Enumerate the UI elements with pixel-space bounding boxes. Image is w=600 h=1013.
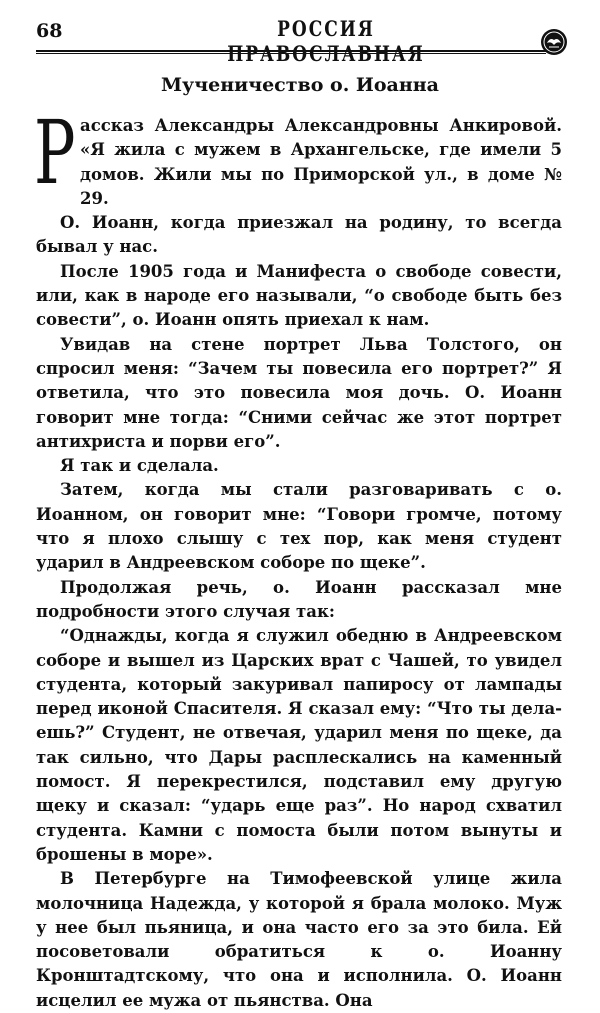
page-header	[36, 14, 566, 67]
body-text	[34, 101, 562, 1013]
paragraph-text: ассказ Александры Александровны Анкировой. «Я жила с мужем в Архангельске, где имели 5 домов. Жили мы по Приморской ул., в доме № 29.	[80, 116, 562, 208]
chapter-title: Мученичество о. Иоанна	[161, 74, 439, 96]
header-rule	[36, 50, 546, 54]
paragraph: Продолжая речь, о. Иоанн рассказал мне подробности этого случая так:	[36, 577, 562, 621]
paragraph	[34, 101, 562, 211]
paragraph: Затем, когда мы стали разговаривать с о. Иоанном, он говорит мне: “Говори громче, потому что я плохо слышу с тех пор, как меня студент ударил в Андреевском соборе по щеке”.	[36, 480, 562, 573]
ornamental-seal-icon	[540, 28, 568, 56]
paragraph: Я так и сделала.	[60, 456, 219, 476]
drop-cap: Р	[34, 101, 76, 204]
paragraph: Увидав на стене портрет Льва Толстого, он спросил меня: “Зачем ты повесила его портрет?” Я ответила, что это повесила моя дочь. О. Иоанн говорит мне тогда: “Сними сейчас же этот портрет антихриста и порви его”.	[36, 334, 562, 451]
paragraph: “Однажды, когда я служил обедню в Андреевском соборе и вышел из Царских врат с Чашей, то увидел студента, который закуривал папиросу от лампады перед иконой Спасителя. Я сказал ему: “Что ты делаешь?” Студент, не отвечая, ударил меня по щеке, да так сильно, что Дары расплескались на каменный помост. Я перекрестился, подставил ему другую щеку и сказал: “ударь еще раз”. Но народ схватил студента. Камни с помоста были потом вынуты и брошены в море».	[36, 626, 562, 864]
page-number: 68	[36, 20, 63, 42]
paragraph: В Петербурге на Тимофеевской улице жила молочница Надежда, у которой я брала молоко. Муж у нее был пьяница, и она часто его за это била. Ей посоветовали обратиться к о. Иоанну Кронштадтскому, что она и исполнила. О. Иоанн исцелил ее мужа от пьянства. Она	[36, 869, 562, 1010]
paragraph: О. Иоанн, когда приезжал на родину, то всегда бывал у нас.	[36, 213, 562, 257]
paragraph: После 1905 года и Манифеста о свободе совести, или, как в народе его называли, “о свободе быть без совести”, о. Иоанн опять приехал к нам.	[36, 261, 562, 330]
running-title: РОССИЯ ПРАВОСЛАВНАЯ	[227, 17, 425, 67]
